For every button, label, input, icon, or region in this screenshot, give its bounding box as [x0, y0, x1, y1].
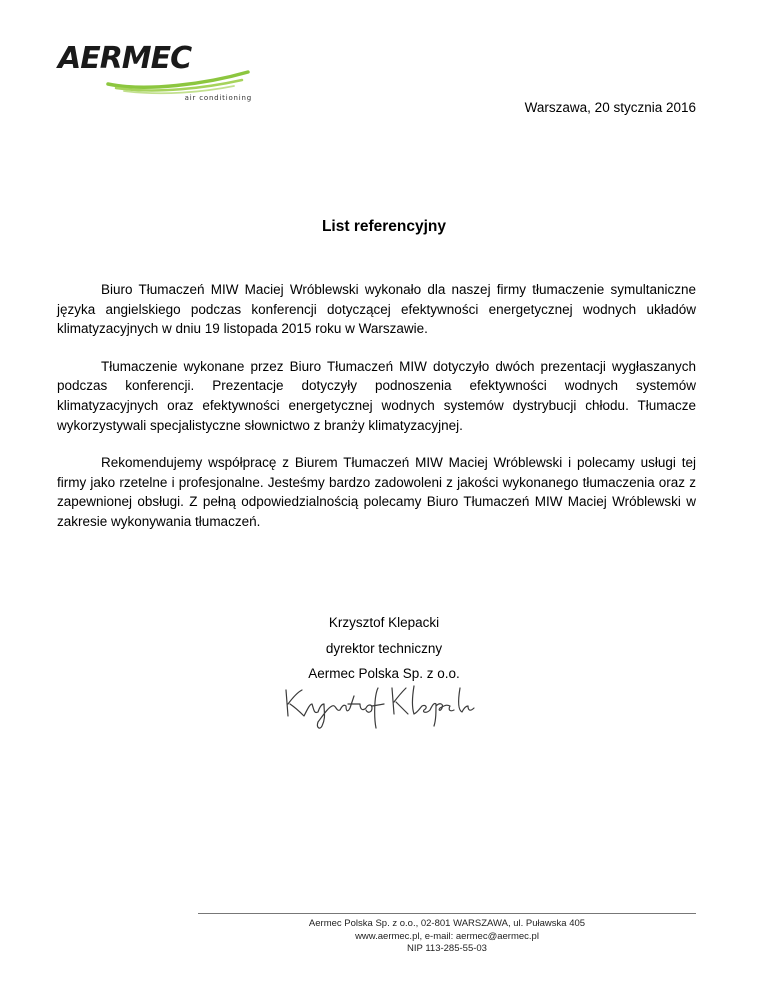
signature-graphic [280, 678, 480, 734]
letter-body [57, 280, 696, 550]
footer-divider [198, 913, 696, 914]
footer [198, 918, 696, 956]
footer-contact: www.aermec.pl, e-mail: aermec@aermec.pl [355, 930, 539, 942]
signer-company: Aermec Polska Sp. z o.o. [308, 666, 460, 681]
paragraph-3: Rekomendujemy współpracę z Biurem Tłumaczeń MIW Maciej Wróblewski i polecamy usługi tej firmy jako rzetelne i profesjonalne. Jesteśmy bardzo zadowoleni z jakości wykonanego tłumaczenia oraz z zapewnionej obsługi. Z pełną odpowiedzialnością polecamy Biuro Tłumaczeń MIW Maciej Wróblewski w zakresie wykonywania tłumaczeń. [57, 455, 696, 529]
letter-date: Warszawa, 20 stycznia 2016 [524, 100, 696, 115]
aermec-logo-graphic [56, 38, 256, 104]
signer-name: Krzysztof Klepacki [328, 615, 440, 630]
paragraph-1: Biuro Tłumaczeń MIW Maciej Wróblewski wykonało dla naszej firmy tłumaczenie symultaniczne języka angielskiego podczas konferencji dotyczącej efektywności energetycznej wodnych układów klimatyzacyjnych w dniu 19 listopada 2015 roku w Warszawie. [57, 282, 696, 337]
letter-title: List referencyjny [321, 218, 447, 235]
signature-stroke-first [286, 688, 384, 728]
logo-wordmark: AERMEC [58, 41, 192, 76]
signoff-block [0, 610, 768, 687]
signature-stroke-last [392, 686, 474, 726]
aermec-logo [56, 38, 256, 104]
paragraph-2: Tłumaczenie wykonane przez Biuro Tłumaczeń MIW dotyczyło dwóch prezentacji wygłaszanych podczas konferencji. Prezentacje dotyczyły podnoszenia efektywności wodnych systemów klimatyzacyjnych oraz efektywności energetycznej wodnych systemów dystrybucji chłodu. Tłumacze wykorzystywali specjalistyczne słownictwo z branży klimatyzacyjnej. [57, 358, 696, 433]
footer-address: Aermec Polska Sp. z o.o., 02-801 WARSZAWA, ul. Puławska 405 [308, 918, 586, 929]
signer-position: dyrektor techniczny [325, 640, 443, 656]
logo-tagline: air conditioning [184, 94, 252, 102]
footer-nip: NIP 113-285-55-03 [407, 943, 487, 954]
handwritten-signature [280, 678, 480, 734]
